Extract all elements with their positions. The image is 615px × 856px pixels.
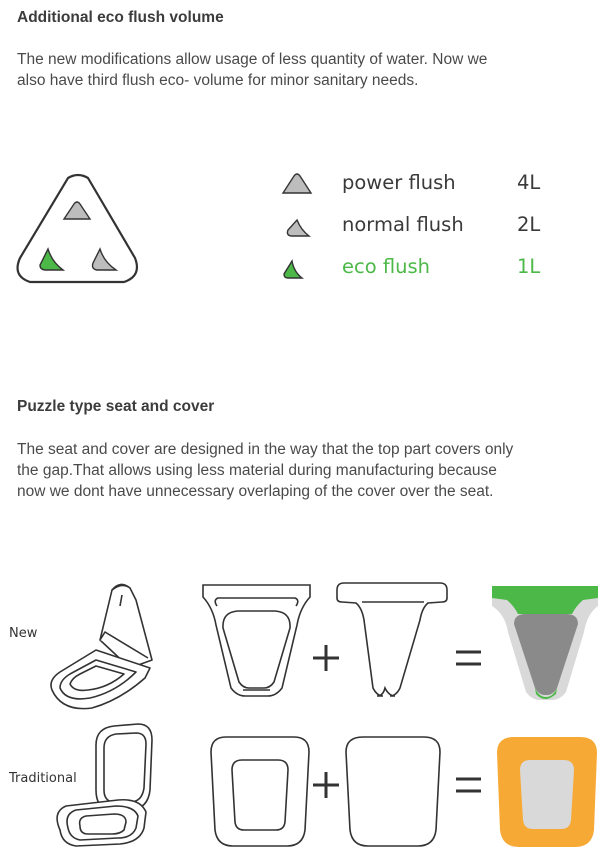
eco-flush-volume: 1L [517,255,541,278]
row-label-new: New [9,626,38,641]
plus-sign-traditional-icon [313,772,339,798]
puzzle-seat-description-line3: now we dont have unnecessary overlaping of the cover over the seat. [17,483,494,500]
normal-flush-label: normal flush [342,213,464,236]
traditional-cover-outline-icon [346,737,440,846]
plus-sign-new-icon [313,645,339,671]
puzzle-seat-description-line1: The seat and cover are designed in the way that the top part covers only [17,441,514,458]
eco-flush-icon [284,261,302,278]
new-seat-outline-icon [203,585,310,696]
section-heading-eco-flush: Additional eco flush volume [17,9,224,26]
eco-flush-description-line1: The new modifications allow usage of less quantity of water. Now we [17,51,488,68]
eco-flush-description-line2: also have third flush eco- volume for minor sanitary needs. [17,72,419,89]
traditional-toilet-perspective-icon [57,724,152,846]
eco-flush-label: eco flush [342,255,431,278]
new-cover-outline-icon [337,583,447,696]
puzzle-seat-description-line2: the gap.That allows using less material during manufacturing because [17,462,497,479]
section-heading-puzzle-seat: Puzzle type seat and cover [17,398,215,415]
new-toilet-perspective-icon [51,584,152,708]
equals-sign-traditional-icon [456,779,481,791]
normal-flush-volume: 2L [517,213,541,236]
traditional-seat-outline-icon [211,737,309,846]
power-flush-label: power flush [342,171,456,194]
row-label-traditional: Traditional [9,771,77,786]
normal-flush-icon [287,220,309,236]
equals-sign-new-icon [456,652,481,664]
flush-button-triangle-icon [18,175,137,282]
traditional-combined-seat-icon [497,737,597,847]
new-combined-seat-icon [492,586,598,700]
power-flush-icon [283,174,311,193]
power-flush-volume: 4L [517,171,541,194]
